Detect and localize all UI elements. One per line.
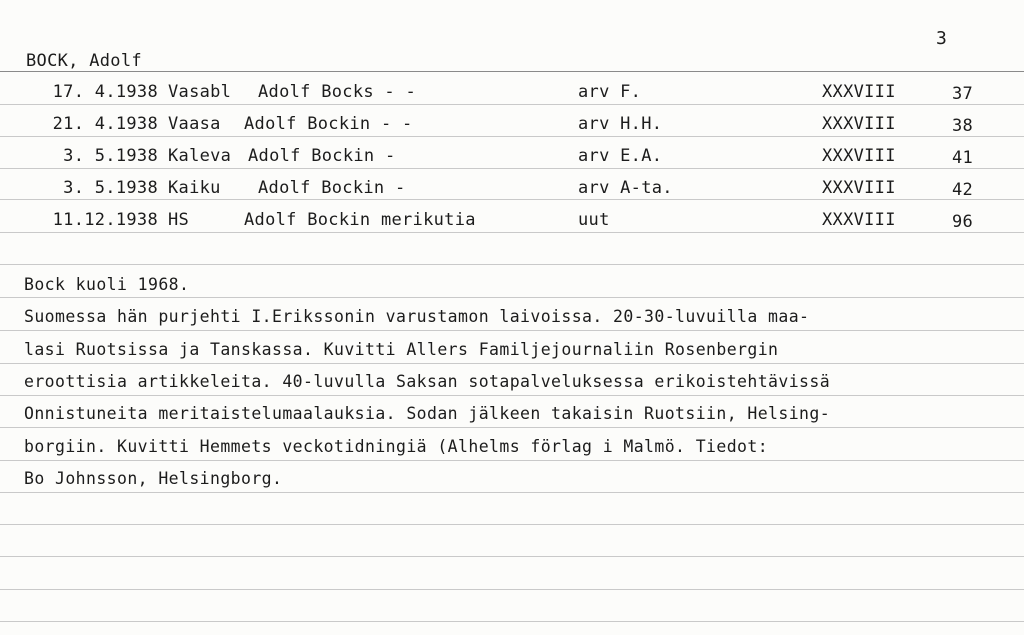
rule-line <box>0 524 1024 525</box>
entry-volume: XXXVIII <box>822 82 896 102</box>
entry-page: 42 <box>952 180 974 200</box>
note-line: borgiin. Kuvitti Hemmets veckotidningiä (Alhelms förlag i Malmö. Tiedot: <box>24 437 769 456</box>
entry-volume: XXXVIII <box>822 178 896 198</box>
entry-type: uut <box>578 210 610 230</box>
rule-line <box>0 264 1024 265</box>
entry-subject: Adolf Bockin - <box>248 146 396 166</box>
entry-page: 38 <box>952 116 974 136</box>
entry-date: 21. 4.1938 <box>52 114 158 134</box>
rule-line <box>0 589 1024 590</box>
entry-subject: Adolf Bockin merikutia <box>244 210 476 230</box>
entry-paper: Vaasa <box>168 114 221 134</box>
rule-line <box>0 460 1024 461</box>
entry-subject: Adolf Bockin - - <box>244 114 413 134</box>
entry-paper: HS <box>168 210 190 230</box>
entry-type: arv E.A. <box>578 146 663 166</box>
entry-page: 37 <box>952 84 974 104</box>
entry-subject: Adolf Bocks - - <box>258 82 417 102</box>
note-line: lasi Ruotsissa ja Tanskassa. Kuvitti Allers Familjejournaliin Rosenbergin <box>24 340 779 359</box>
rule-line <box>0 621 1024 622</box>
entry-paper: Vasabl <box>168 82 232 102</box>
entry-page: 96 <box>952 212 974 232</box>
rule-line <box>0 363 1024 364</box>
rule-line <box>0 492 1024 493</box>
entry-page: 41 <box>952 148 974 168</box>
entry-type: arv F. <box>578 82 642 102</box>
note-line: eroottisia artikkeleita. 40-luvulla Saksan sotapalveluksessa erikoistehtävissä <box>24 372 831 391</box>
note-line: Bo Johnsson, Helsingborg. <box>24 469 283 488</box>
rule-line <box>0 199 1024 200</box>
entry-type: arv A-ta. <box>578 178 673 198</box>
entry-paper: Kaleva <box>168 146 232 166</box>
rule-line <box>0 168 1024 169</box>
entry-date: 11.12.1938 <box>52 210 158 230</box>
entry-subject: Adolf Bockin - <box>258 178 406 198</box>
entry-volume: XXXVIII <box>822 146 896 166</box>
note-line: Bock kuoli 1968. <box>24 275 190 294</box>
rule-line <box>0 330 1024 331</box>
note-line: Onnistuneita meritaistelumaalauksia. Sodan jälkeen takaisin Ruotsiin, Helsing- <box>24 404 831 423</box>
note-line: Suomessa hän purjehti I.Erikssonin varustamon laivoissa. 20-30-luvuilla maa- <box>24 307 810 326</box>
card-number: 3 <box>936 28 948 49</box>
rule-line <box>0 136 1024 137</box>
entry-date: 3. 5.1938 <box>63 178 158 198</box>
entry-paper: Kaiku <box>168 178 221 198</box>
entry-volume: XXXVIII <box>822 210 896 230</box>
rule-line <box>0 395 1024 396</box>
entry-date: 17. 4.1938 <box>52 82 158 102</box>
rule-line <box>0 104 1024 105</box>
entry-type: arv H.H. <box>578 114 663 134</box>
rule-line <box>0 427 1024 428</box>
rule-line <box>0 297 1024 298</box>
entry-date: 3. 5.1938 <box>63 146 158 166</box>
card-title: BOCK, Adolf <box>26 51 142 71</box>
entry-volume: XXXVIII <box>822 114 896 134</box>
rule-line <box>0 232 1024 233</box>
rule-line <box>0 556 1024 557</box>
rule-line <box>0 71 1024 72</box>
